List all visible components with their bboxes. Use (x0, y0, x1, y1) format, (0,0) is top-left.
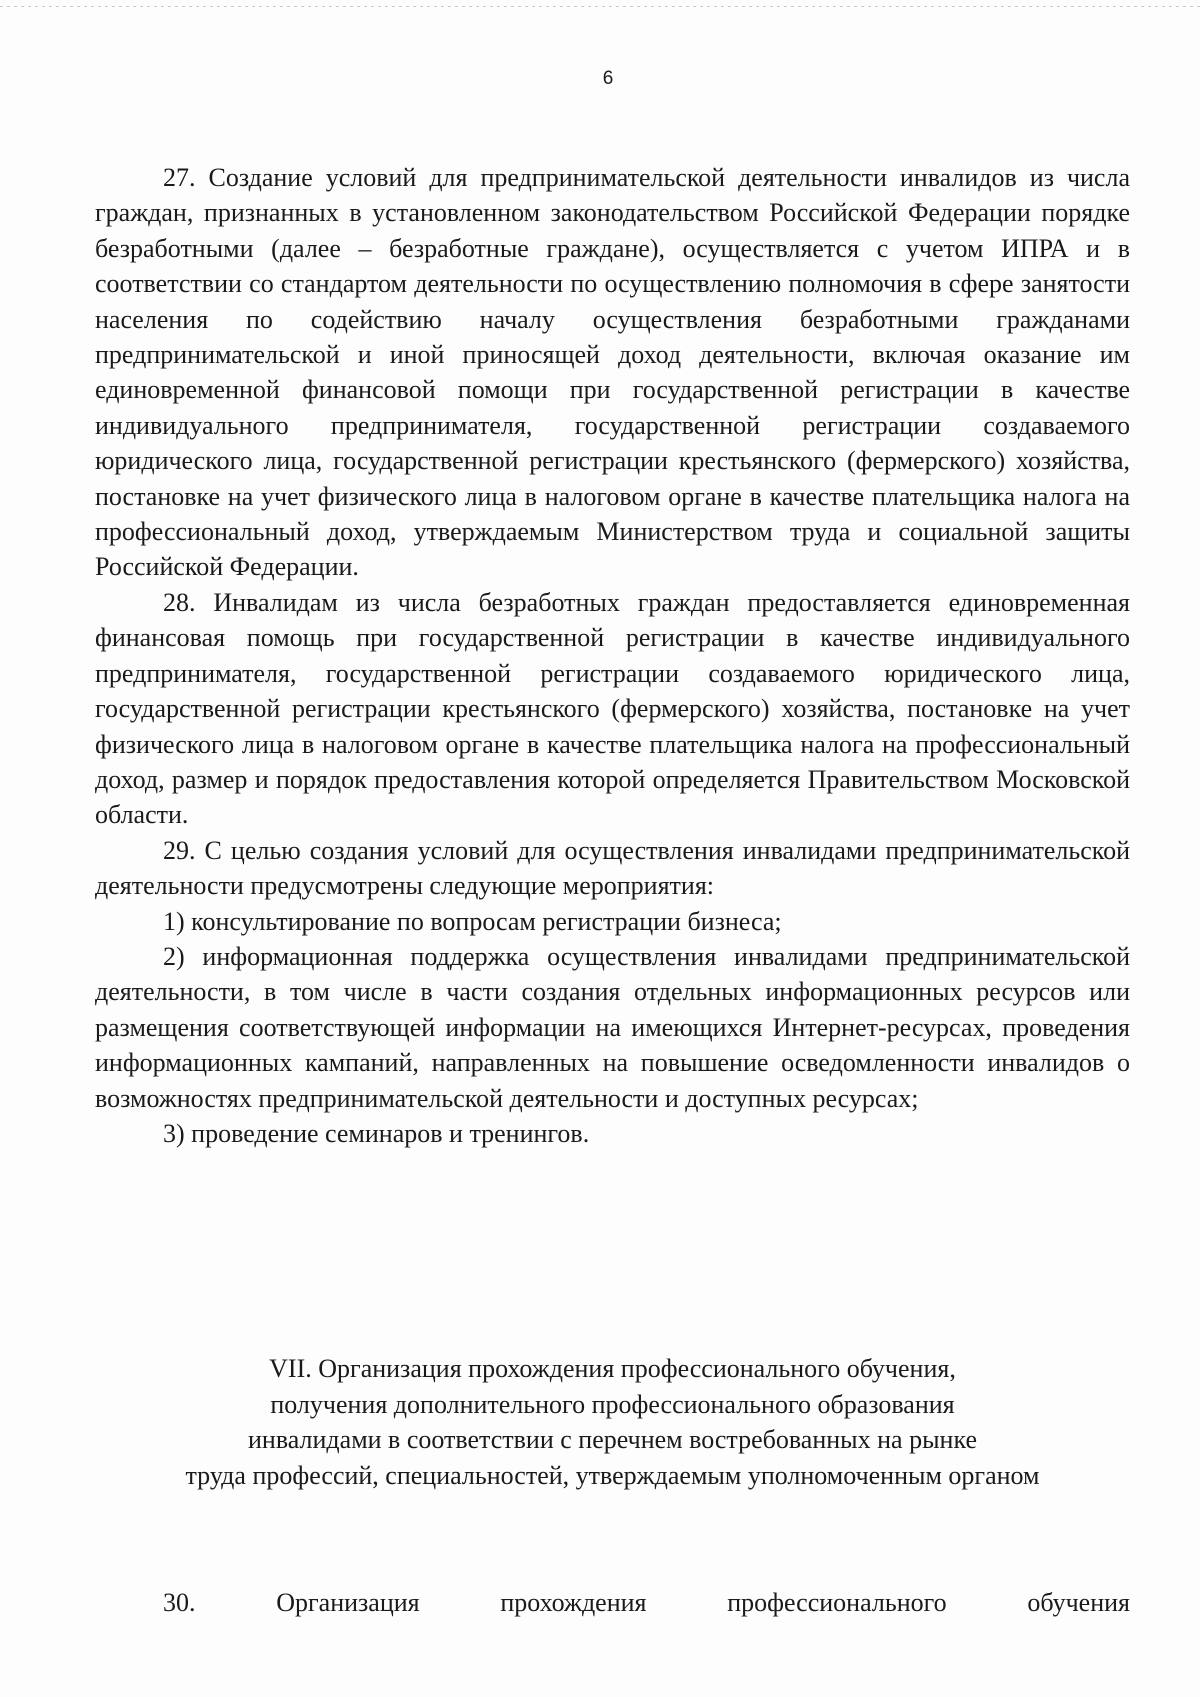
paragraph-27: 27. Создание условий для предпринимательской деятельности инвалидов из числа граждан, признанных в установленном законодательством Российской Федерации порядке безработными (далее – безработные граждане), осуществляется с учетом ИПРА и в соответствии со стандартом деятельности по осуществлению полномочия в сфере занятости населения по содействию началу осуществления безработными гражданами предпринимательской и иной приносящей доход деятельности, включая оказание им единовременной финансовой помощи при государственной регистрации в качестве индивидуального предпринимателя, государственной регистрации создаваемого юридического лица, государственной регистрации крестьянского (фермерского) хозяйства, постановке на учет физического лица в налоговом органе в качестве плательщика налога на профессиональный доход, утверждаемым Министерством труда и социальной защиты Российской Федерации. (95, 163, 1130, 582)
section-heading (95, 1351, 1130, 1493)
list-item-3: 3) проведение семинаров и тренингов. (163, 1118, 590, 1148)
section-heading-line: инвалидами в соответствии с перечнем востребованных на рынке (248, 1425, 977, 1455)
list-item-1: 1) консультирование по вопросам регистрации бизнеса; (163, 906, 782, 936)
body-text (95, 160, 1130, 1151)
paragraph-28: 28. Инвалидам из числа безработных граждан предоставляется единовременная финансовая помощь при государственной регистрации в качестве индивидуального предпринимателя, государственной регистрации создаваемого юридического лица, государственной регистрации крестьянского (фермерского) хозяйства, постановке на учет физического лица в налоговом органе в качестве плательщика налога на профессиональный доход, размер и порядок предоставления которой определяется Правительством Московской области. (95, 587, 1130, 830)
paragraph-29: 29. С целью создания условий для осуществления инвалидами предпринимательской деятельности предусмотрены следующие мероприятия: (95, 835, 1130, 901)
scan-edge-line (0, 6, 1200, 7)
section-heading-line: VII. Организация прохождения профессионального обучения, (269, 1354, 956, 1383)
list-item-2: 2) информационная поддержка осуществления инвалидами предпринимательской деятельности, в том числе в части создания отдельных информационных ресурсов или размещения соответствующей информации на имеющихся Интернет-ресурсах, проведения информационных кампаний, направленных на повышение осведомленности инвалидов о возможностях предпринимательской деятельности и доступных ресурсах; (95, 941, 1130, 1113)
section-heading-line: труда профессий, специальностей, утверждаемым уполномоченным органом (185, 1460, 1040, 1490)
section-heading-line: получения дополнительного профессионального образования (270, 1389, 955, 1419)
page-number: 6 (602, 68, 614, 89)
paragraph-30: 30. Организация прохождения профессионального обучения (163, 1588, 1130, 1617)
